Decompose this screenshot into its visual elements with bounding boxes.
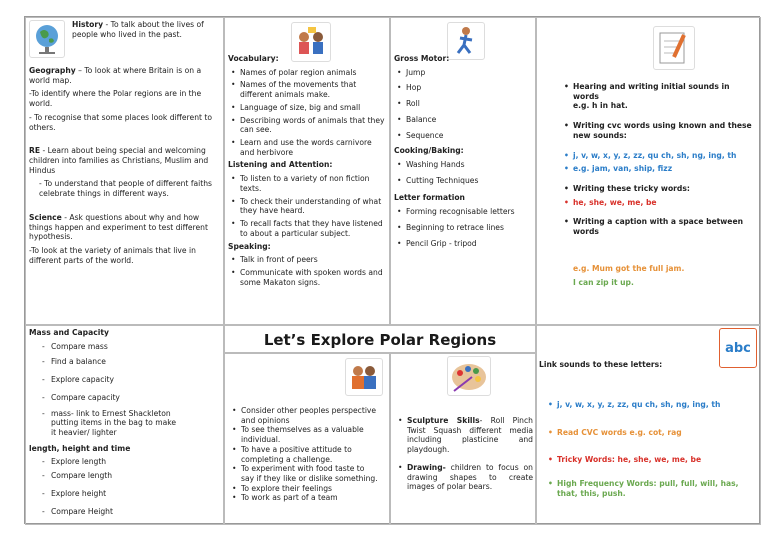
list-item: • Tricky Words: he, she, we, me, be (545, 455, 757, 465)
list-item: • Roll (394, 99, 532, 109)
list-item: • Hop (394, 83, 532, 93)
re-item: - To understand that people of different faiths celebrate things in different ways. (39, 179, 213, 199)
list-item: - Explore height (39, 489, 179, 499)
phonics-abc-icon (719, 328, 757, 368)
re-heading: RE (29, 146, 41, 156)
list-item: - Find a balance (39, 357, 179, 367)
list-item (395, 463, 533, 492)
geography-item: -To identify where the Polar regions are in the world. (29, 89, 202, 109)
list-item: • Beginning to retrace lines (394, 223, 532, 233)
gross-motor-heading: Gross Motor: (394, 54, 450, 63)
list-item: • Cutting Techniques (394, 176, 532, 186)
humanities-cell (25, 17, 224, 325)
list-item: • High Frequency Words: pull, full, will, has, that, this, push. (545, 479, 757, 498)
speaking-list (228, 255, 386, 287)
listening-heading: Listening and Attention: (228, 160, 333, 170)
page-title: Let’s Explore Polar Regions (263, 331, 497, 349)
list-item: • Consider other peoples perspective and opinions (229, 406, 379, 425)
globe-icon (29, 20, 65, 58)
list-item: • Communicate with spoken words and some Makaton signs. (228, 268, 386, 287)
list-item: • Describing words of animals that they can see. (228, 116, 386, 135)
science-item: -To look at the variety of animals that live in different parts of the world. (29, 246, 196, 265)
science-heading: Science (29, 212, 62, 222)
abc-label: abc (725, 341, 751, 356)
list-item: • To work as part of a team (229, 493, 379, 503)
list-item (561, 198, 757, 208)
vocabulary-heading: Vocabulary: (228, 54, 279, 63)
re-text: - Learn about being special and welcoming children into families as Christians, Muslim and Hindus (29, 146, 209, 175)
topic-web-grid (24, 16, 760, 524)
sculpture-text: - Roll Pinch Twist Squash different media including plasticine and playdough. (407, 416, 533, 455)
physical-cell (390, 17, 536, 325)
list-item: • To experiment with food taste to say if they like or dislike something. (229, 464, 379, 483)
maths-cell (25, 325, 224, 525)
list-item: • To explore their feelings (229, 484, 379, 494)
phonics-list (561, 82, 757, 241)
list-item (395, 416, 533, 455)
phonics-item: Writing a caption with a space between words (573, 217, 744, 237)
gross-motor-list (394, 68, 532, 141)
drawing-text: children to focus on drawing shapes to create images of polar bears. (407, 462, 533, 492)
list-item: • To check their understanding of what they have heard. (228, 197, 386, 216)
letter-formation-heading: Letter formation (394, 193, 465, 203)
geography-item: - To recognise that some places look different to others. (29, 112, 213, 132)
list-item: • To recall facts that they have listened to about a particular subject. (228, 219, 386, 238)
list-item: • Talk in front of peers (228, 255, 386, 265)
vocabulary-list (228, 68, 386, 158)
speaking-heading: Speaking: (228, 241, 271, 251)
psed-list (229, 406, 379, 503)
drawing-heading: Drawing- (407, 462, 446, 472)
list-item: - Compare capacity (39, 393, 179, 403)
list-item: - Compare Height (39, 507, 179, 517)
list-item: - mass- link to Ernest Shackleton putting items in the bag to make it heavier/ lighter (39, 409, 179, 438)
link-sounds-cell (536, 325, 761, 525)
list-item (561, 164, 757, 174)
geography-text: – To look at where Britain is on a world map. (29, 66, 202, 85)
list-item: - Explore length (39, 457, 179, 467)
phonics-example: I can zip it up. (573, 277, 634, 287)
list-item: • To see themselves as a valuable individual. (229, 425, 379, 444)
list-item: • Jump (394, 68, 532, 78)
list-item (561, 184, 757, 194)
sculpture-heading: Sculpture Skills (407, 416, 480, 425)
communication-cell (224, 17, 390, 325)
link-sounds-heading: Link sounds to these letters: (539, 360, 663, 369)
phonics-example: e.g. h in hat. (573, 101, 628, 111)
list-item: - Compare length (39, 471, 179, 481)
phonics-item: Hearing and writing initial sounds in words (573, 82, 730, 101)
personal-social-emotional-icon (345, 358, 383, 396)
list-item: - Explore capacity (39, 375, 179, 385)
history-heading: History (72, 20, 104, 29)
cooking-list (394, 160, 532, 185)
link-sounds-list (545, 400, 757, 509)
list-item: • Learn and use the words carnivore and herbivore (228, 138, 386, 157)
cooking-heading: Cooking/Baking: (394, 146, 464, 156)
length-list (29, 457, 179, 516)
list-item: • Names of polar region animals (228, 68, 386, 78)
phonics-example: e.g. jam, van, ship, fizz (573, 164, 673, 174)
list-item: • Balance (394, 115, 532, 125)
phonics-item: Writing cvc words using known and these new sounds: (573, 121, 752, 140)
phonics-example: e.g. Mum got the full jam. (573, 264, 685, 273)
title-cell (224, 325, 536, 353)
list-item (561, 82, 757, 111)
list-item: • Forming recognisable letters (394, 207, 532, 217)
list-item: • Names of the movements that different animals make. (228, 80, 386, 99)
list-item: - Compare mass (39, 342, 179, 352)
list-item: • Language of size, big and small (228, 103, 386, 113)
list-item (561, 217, 757, 236)
history-text: - To talk about the lives of people who lived in the past. (72, 20, 204, 39)
mass-capacity-heading: Mass and Capacity (29, 328, 109, 337)
list-item (561, 151, 757, 161)
geography-heading: Geography (29, 66, 76, 75)
expressive-list (395, 416, 533, 495)
psed-cell (224, 353, 390, 525)
phonics-sounds: j, v, w, x, y, z, zz, qu ch, sh, ng, ing, th (573, 150, 737, 160)
literacy-cell (536, 17, 761, 325)
list-item: • Sequence (394, 131, 532, 141)
palette-icon (447, 356, 491, 396)
science-text: - Ask questions about why and how things happen and experiment to test different hypothesis. (29, 212, 208, 242)
writing-icon (653, 26, 695, 70)
list-item: • j, v, w, x, y, z, zz, qu ch, sh, ng, ing, th (545, 400, 757, 410)
listening-list (228, 174, 386, 238)
length-heading: length, height and time (29, 443, 131, 453)
phonics-item: Writing these tricky words: (573, 184, 690, 194)
list-item: • Washing Hands (394, 160, 532, 170)
expressive-arts-cell (390, 353, 536, 525)
list-item: • To have a positive attitude to completing a challenge. (229, 445, 379, 464)
letter-formation-list (394, 207, 532, 248)
list-item: • Read CVC words e.g. cot, rag (545, 428, 757, 438)
mass-capacity-list (29, 342, 179, 438)
list-item: • Pencil Grip - tripod (394, 239, 532, 249)
list-item: • To listen to a variety of non fiction texts. (228, 174, 386, 193)
list-item (561, 121, 757, 140)
phonics-tricky-words: he, she, we, me, be (573, 197, 657, 207)
